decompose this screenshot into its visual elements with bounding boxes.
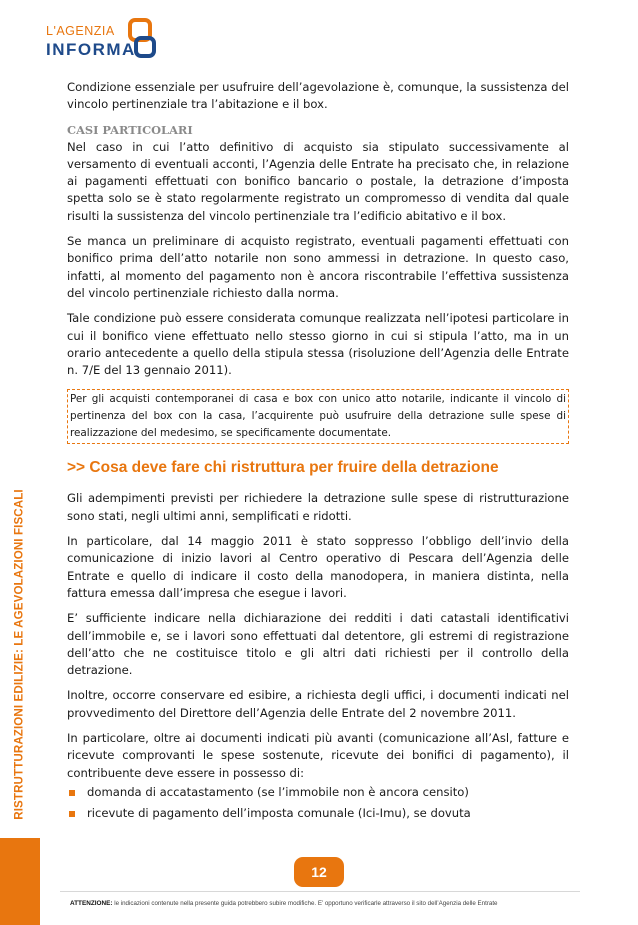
requirements-list (67, 784, 569, 823)
section-paragraph: In particolare, dal 14 maggio 2011 è stato soppresso l’obbligo dell’invio della comunicazione di inizio lavori al Centro operativo di Pescara dell’Agenzia delle Entrate e quello di indicare il costo della manodopera, in maniera distinta, nella fattura emessa dall’impresa che esegue i lavori. (67, 534, 569, 600)
logo-line2: INFORMA (46, 40, 136, 59)
main-content (67, 79, 569, 827)
side-accent-bar (0, 838, 40, 925)
special-case-paragraph: Tale condizione può essere considerata comunque realizzata nell’ipotesi particolare in cui il bonifico viene effettuato nello stesso giorno in cui si stipula l’atto, ma in un orario antecedente a quello della stipula stessa (risoluzione dell’Agenzia delle Entrate n. 7/E del 13 gennaio 2011). (67, 311, 569, 378)
footer-label: ATTENZIONE: (70, 900, 113, 907)
list-item (67, 784, 569, 801)
special-cases-title: CASI PARTICOLARI (67, 122, 193, 137)
intro-paragraph: Condizione essenziale per usufruire dell’agevolazione è, comunque, la sussistenza del vincolo pertinenziale tra l’abitazione e il box. (67, 80, 569, 112)
square-bullet-icon (69, 790, 75, 796)
section-paragraph: In particolare, oltre ai documenti indicati più avanti (comunicazione all’Asl, fatture e ricevute comprovanti le spese sostenute, ricevute dei bonifici di pagamento), il contribuente deve essere in possesso di: (67, 731, 569, 780)
section-paragraph: E’ sufficiente indicare nella dichiarazione dei redditi i dati catastali identificativi dell’immobile e, se i lavori sono effettuati dal detentore, gli estremi di registrazione dell’atto che ne costituisce titolo e gli altri dati richiesti per il controllo della detrazione. (67, 611, 569, 678)
section-paragraph: Inoltre, occorre conservare ed esibire, a richiesta degli uffici, i documenti indicati nel provvedimento del Direttore dell’Agenzia delle Entrate del 2 novembre 2011. (67, 688, 569, 720)
special-case-paragraph: Se manca un preliminare di acquisto registrato, eventuali pagamenti effettuati con bonifico prima dell’atto notarile non sono ammessi in detrazione. In questo caso, infatti, al momento del pagamento non è ancora riscontrabile l’effettiva sussistenza del vincolo pertinenziale richiesto dalla norma. (67, 234, 569, 300)
list-item (67, 805, 569, 822)
side-section-label (4, 478, 34, 830)
footer-text: le indicazioni contenute nella presente guida potrebbero subire modifiche. E’ opportuno verificarle attraverso il sito dell’Agenzia delle Entrate (112, 900, 498, 907)
logo-line1: L'AGENZIA (46, 24, 115, 38)
page-number: 12 (294, 857, 344, 887)
list-item-text: ricevute di pagamento dell’imposta comunale (Ici-Imu), se dovuta (87, 806, 471, 821)
note-box: Per gli acquisti contemporanei di casa e box con unico atto notarile, indicante il vincolo di pertinenza del box con la casa, l’acquirente può usufruire della detrazione sulle spese di realizzazione del medesimo, se specificamente documentate. (67, 389, 569, 444)
square-bullet-icon (69, 811, 75, 817)
footer-disclaimer (70, 900, 590, 907)
footer-divider (60, 891, 580, 892)
side-label-text: RISTRUTTURAZIONI EDILIZIE: LE AGEVOLAZIONI FISCALI (12, 488, 26, 820)
logo-mark-icon (126, 14, 158, 64)
special-case-paragraph: Nel caso in cui l’atto definitivo di acquisto sia stipulato successivamente al versamento di eventuali acconti, l’Agenzia delle Entrate ha precisato che, in relazione ai pagamenti effettuati con bonifico bancario o postale, la detrazione d’imposta spetta solo se è stato regolarmente registrato un compromesso di vendita dal quale risulti la sussistenza del vincolo pertinenziale tra l’edificio abitativo e il box. (67, 139, 569, 223)
list-item-text: domanda di accatastamento (se l’immobile non è ancora censito) (87, 784, 469, 799)
section-heading: >> Cosa deve fare chi ristruttura per fruire della detrazione (67, 459, 499, 477)
section-paragraph: Gli adempimenti previsti per richiedere la detrazione sulle spese di ristrutturazione sono stati, negli ultimi anni, semplificati e ridotti. (67, 491, 569, 523)
agenzia-informa-logo (46, 14, 156, 66)
